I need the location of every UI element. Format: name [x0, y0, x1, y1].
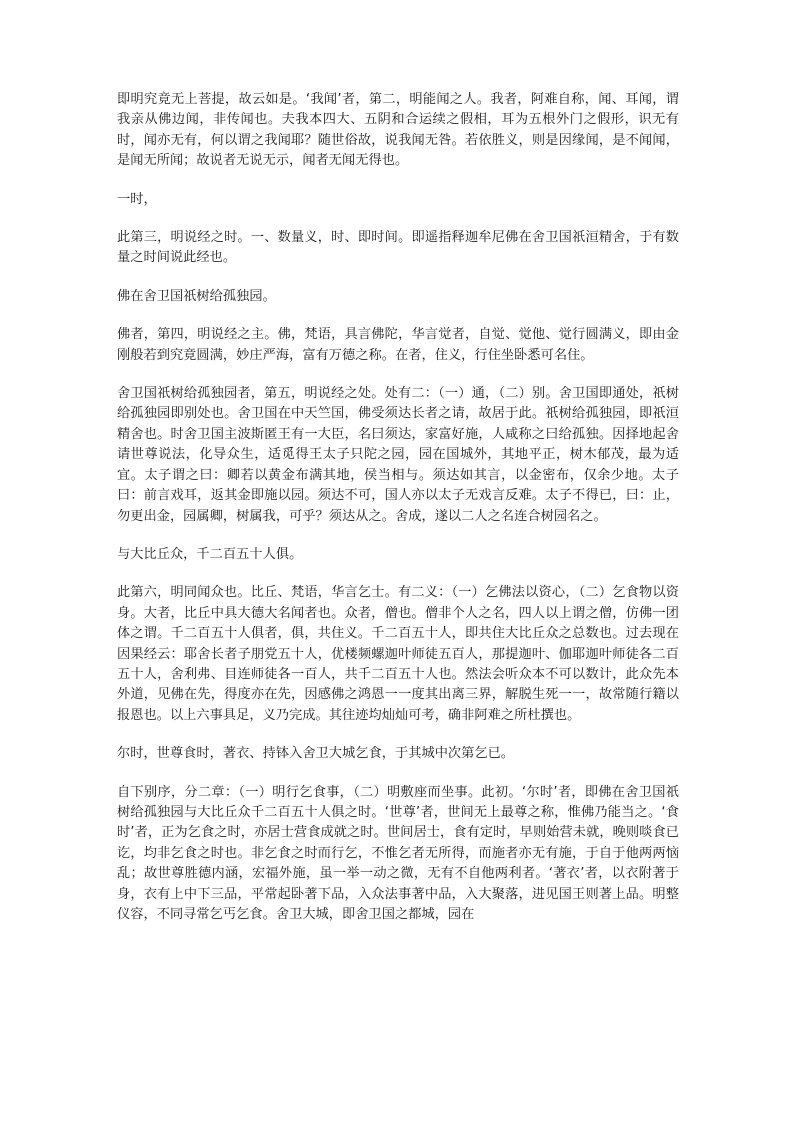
paragraph-sutra-yi-shi: 一时， [117, 191, 157, 207]
paragraph-sutra-location: 佛在舍卫国祇树给孤独园。 [117, 288, 276, 304]
paragraph-commentary-time: 此第三，明说经之时。一、数量义，时、即时间。即遥指释迦牟尼佛在舍卫国祇洹精舍，于有数量之时间说此经也。 [117, 230, 679, 266]
paragraph-sutra-assembly: 与大比丘众，千二百五十人俱。 [117, 546, 303, 562]
paragraph-commentary-ru-shi: 即明究竟无上菩提，故云如是。‘我闻’者，第二，明能闻之人。我者，阿难自称，闻、耳闻，谓我亲从佛边闻，非传闻也。夫我本四大、五阴和合运续之假相，耳为五根外门之假形，识无有时，闻亦无有，何以谓之我闻耶？随世俗故，说我闻无咎。若依胜义，则是因缘闻，是不闻闻，是闻无所闻；故说者无说无示，闻者无闻无得也。 [117, 92, 679, 169]
paragraph-sutra-alms: 尔时，世尊食时，著衣、持钵入舍卫大城乞食，于其城中次第乞已。 [117, 746, 515, 762]
paragraph-commentary-assembly: 此第六，明同闻众也。比丘、梵语，华言乞士。有二义：（一）乞佛法以资心，（二）乞食物以资身。大者，比丘中具大德大名闻者也。众者，僧也。僧非个人之名，四人以上谓之僧，仿佛一团体之谓。千二百五十人俱者，俱，共住义。千二百五十人，即共住大比丘众之总数也。过去现在因果经云：耶舍长者子朋党五十人，优楼频螺迦叶师徒五百人，那提迦叶、伽耶迦叶师徒各二百五十人，舍利弗、目连师徒各一百人，共千二百五十人也。然法会听众本不可以数计，此众先本外道，见佛在先，得度亦在先，因感佛之鸿恩一一度其出离三界，解脱生死一一，故常随行籍以报恩也。以上六事具足，义乃完成。其往迹均灿灿可考，确非阿难之所杜撰也。 [117, 585, 679, 723]
paragraph-commentary-alms: 自下别序，分二章：（一）明行乞食事，（二）明敷座而坐事。此初。‘尔时’者，即佛在舍卫国祇树给孤独园与大比丘众千二百五十人俱之时。‘世尊’者，世间无上最尊之称，惟佛乃能当之。‘食时’者，正为乞食之时，亦居士营食成就之时。世间居士，食有定时，早则始营未就，晚则啖食已讫，均非乞食之时也。非乞食之时而行乞，不惟乞者无所得，而施者亦无有施，于自于他两两恼乱；故世尊胜德内涵，宏福外施，虽一举一动之微，无有不自他两利者。‘著衣’者，以衣附著于身，衣有上中下三品，平常起卧著下品，入众法事著中品，入大聚落，进见国王则著上品。明整仪容，不同寻常乞丐乞食。舍卫大城，即舍卫国之都城，园在 [117, 784, 679, 922]
document-page [117, 90, 679, 943]
paragraph-commentary-buddha: 佛者，第四，明说经之主。佛，梵语，具言佛陀，华言觉者，自觉、觉他、觉行圆满义，即由金刚般若到究竟圆满，妙庄严海，富有万德之称。在者，住义，行住坐卧悉可名住。 [117, 327, 679, 363]
paragraph-commentary-place: 舍卫国祇树给孤独园者，第五，明说经之处。处有二：（一）通，（二）别。舍卫国即通处，祇树给孤独园即别处也。舍卫国在中天竺国，佛受须达长者之请，故居于此。祇树给孤独园，即祇洹精舍也。时舍卫国主波斯匿王有一大臣，名曰须达，家富好施，人咸称之曰给孤独。因择地起舍请世尊说法，化导众生，适觅得王太子只陀之园，园在国城外，其地平正，树木郁茂，最为适宜。太子谓之曰：卿若以黄金布满其地，侯当相与。须达如其言，以金密布，仅余少地。太子曰：前言戏耳，返其金即施以园。须达不可，国人亦以太子无戏言反难。太子不得已，曰：止，勿更出金，园属卿，树属我，可乎？须达从之。舍成，遂以二人之名连合树园名之。 [117, 386, 679, 524]
